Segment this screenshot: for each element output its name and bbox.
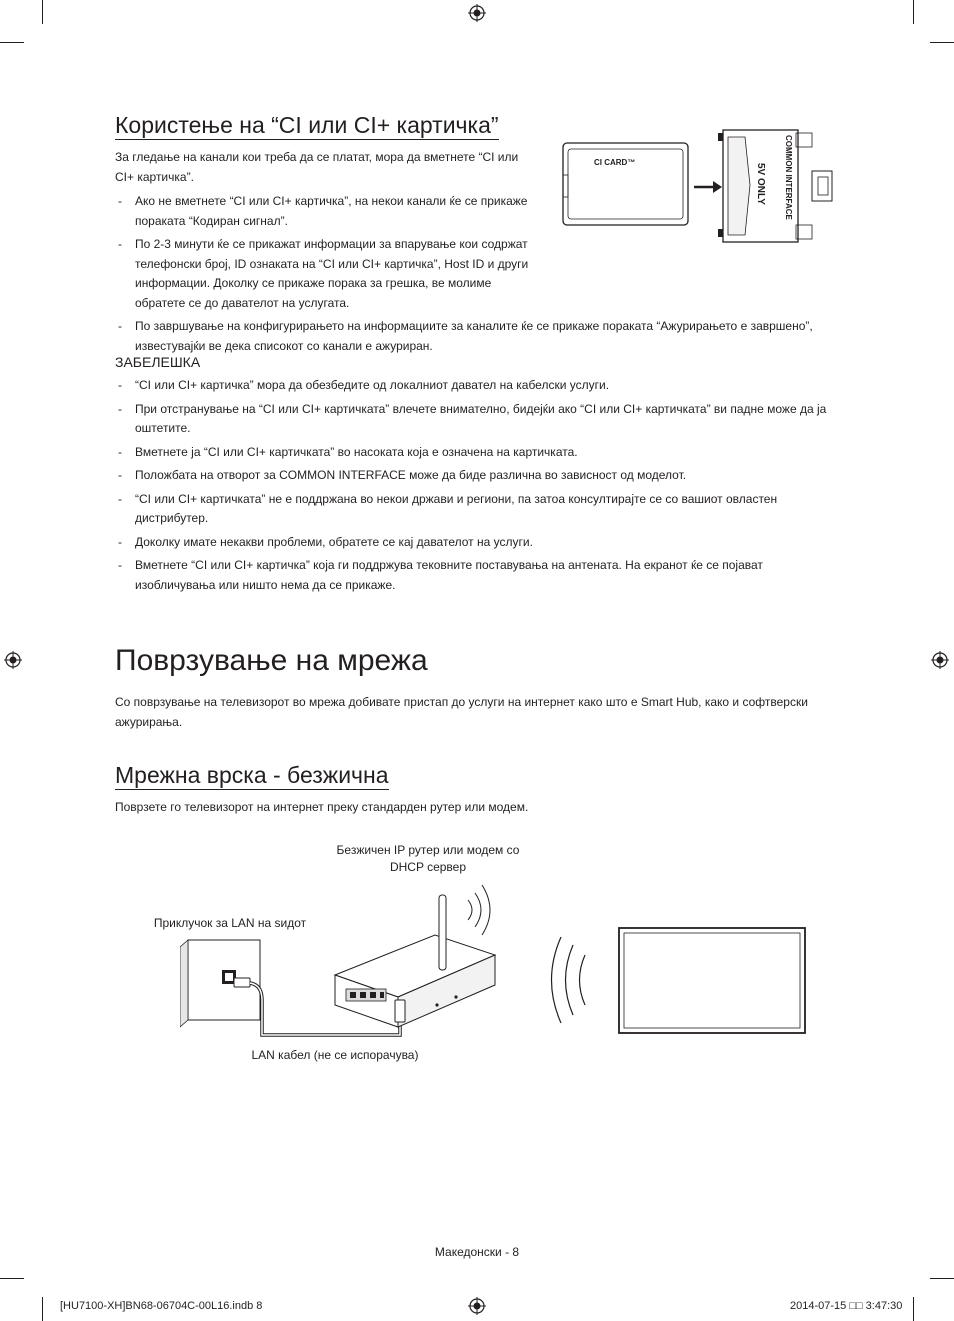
list-item: - Положбата на отворот за COMMON INTERFACE може да биде различна во зависност од моделот. bbox=[118, 468, 687, 482]
section-title-ci: Користење на “CI или CI+ картичка” bbox=[115, 112, 499, 138]
crop-mark bbox=[0, 1278, 24, 1279]
wall-socket-caption: Приклучок за LAN на ѕидот bbox=[153, 916, 307, 930]
note-bullet-list bbox=[115, 376, 840, 595]
list-item: - “CI или CI+ картичка” мора да обезбедите од локалниот давател на кабелски услуги. bbox=[118, 378, 610, 392]
list-item: - Ако не вметнете “CI или CI+ картичка”, на некои канали ќе се прикаже пораката “Кодиран сигнал”. bbox=[118, 194, 528, 228]
timestamp: 2014-07-15 □□ 3:47:30 bbox=[790, 1300, 903, 1312]
page-number: Македонски - 8 bbox=[434, 1245, 520, 1259]
ci-intro: За гледање на канали кои треба да се платат, мора да вметнете “CI или CI+ картичка”. bbox=[115, 150, 519, 184]
ci-card-label: CI CARD™ bbox=[594, 158, 636, 167]
crop-mark bbox=[42, 1297, 43, 1321]
list-item: - “CI или CI+ картичката” не е поддржана во некои држави и региони, па затоа консултирајте се со вашиот овластен дистрибутер. bbox=[118, 491, 778, 525]
file-info: [HU7100-XH]BN68-06704C-00L16.indb 8 bbox=[60, 1300, 263, 1312]
list-item: - Вметнете “CI или CI+ картичка” која ги поддржува тековните поставувања на антената. На екранот ќе се појават изобличувања или ништо нема да се прикаже. bbox=[118, 558, 763, 592]
router-lan-plug-icon bbox=[395, 1000, 405, 1022]
slot-label-common-interface: COMMON INTERFACE bbox=[784, 135, 793, 220]
wifi-signal-icon bbox=[580, 955, 586, 1005]
registration-mark-icon bbox=[468, 1297, 486, 1315]
lan-cable-caption: LAN кабел (не се испорачува) bbox=[251, 1048, 419, 1062]
note-title: ЗАБЕЛЕШКА bbox=[115, 354, 201, 370]
registration-mark-icon bbox=[4, 651, 22, 669]
page-title: Поврзување на мрежа bbox=[115, 644, 428, 677]
crop-mark bbox=[913, 0, 914, 24]
crop-mark bbox=[913, 1297, 914, 1321]
wireless-intro: Поврзете го телевизорот на интернет преку стандарден рутер или модем. bbox=[115, 800, 529, 814]
crop-mark bbox=[0, 42, 24, 43]
crop-mark bbox=[930, 1278, 954, 1279]
router-antenna-icon bbox=[439, 895, 446, 970]
crop-mark bbox=[930, 42, 954, 43]
router-caption: Безжичен IP рутер или модем со DHCP сервер bbox=[336, 843, 520, 874]
registration-mark-icon bbox=[468, 4, 486, 22]
registration-mark-icon bbox=[931, 651, 949, 669]
network-intro: Со поврзување на телевизорот во мрежа добивате пристап до услуги на интернет како што е Smart Hub, како и софтверски ажурирања. bbox=[115, 695, 808, 729]
list-item: - По завршување на конфигурирањето на информациите за каналите ќе се прикаже пораката “Ажурирањето е завршено”, известувајќи ве дека списокот со канали е ажуриран. bbox=[118, 319, 813, 353]
crop-mark bbox=[42, 0, 43, 24]
list-item: - Доколку имате некакви проблеми, обратете се кај давателот на услуги. bbox=[118, 534, 533, 549]
list-item: - При отстранување на “CI или CI+ картичката” влечете внимателно, бидејќи ако “CI или CI+ картичката” ви падне може да ја оштетите. bbox=[118, 401, 827, 435]
tv-icon bbox=[619, 928, 805, 1033]
list-item: - По 2-3 минути ќе се прикажат информации за впарување кои содржат телефонски број, ID ознаката на “CI или CI+ картичка”, Host ID и други информации. Доколку се прикаже порака за грешка, ве молиме обратете се до давателот на услугата. bbox=[118, 237, 529, 310]
ci-card-illustration bbox=[560, 125, 850, 247]
wireless-network-diagram bbox=[180, 875, 810, 1045]
slot-label-5v-only: 5V ONLY bbox=[755, 163, 766, 205]
section-title-wireless: Мрежна врска - безжична bbox=[115, 762, 389, 788]
list-item: - Вметнете ја “CI или CI+ картичката” во насоката која е означена на картичката. bbox=[118, 444, 578, 459]
